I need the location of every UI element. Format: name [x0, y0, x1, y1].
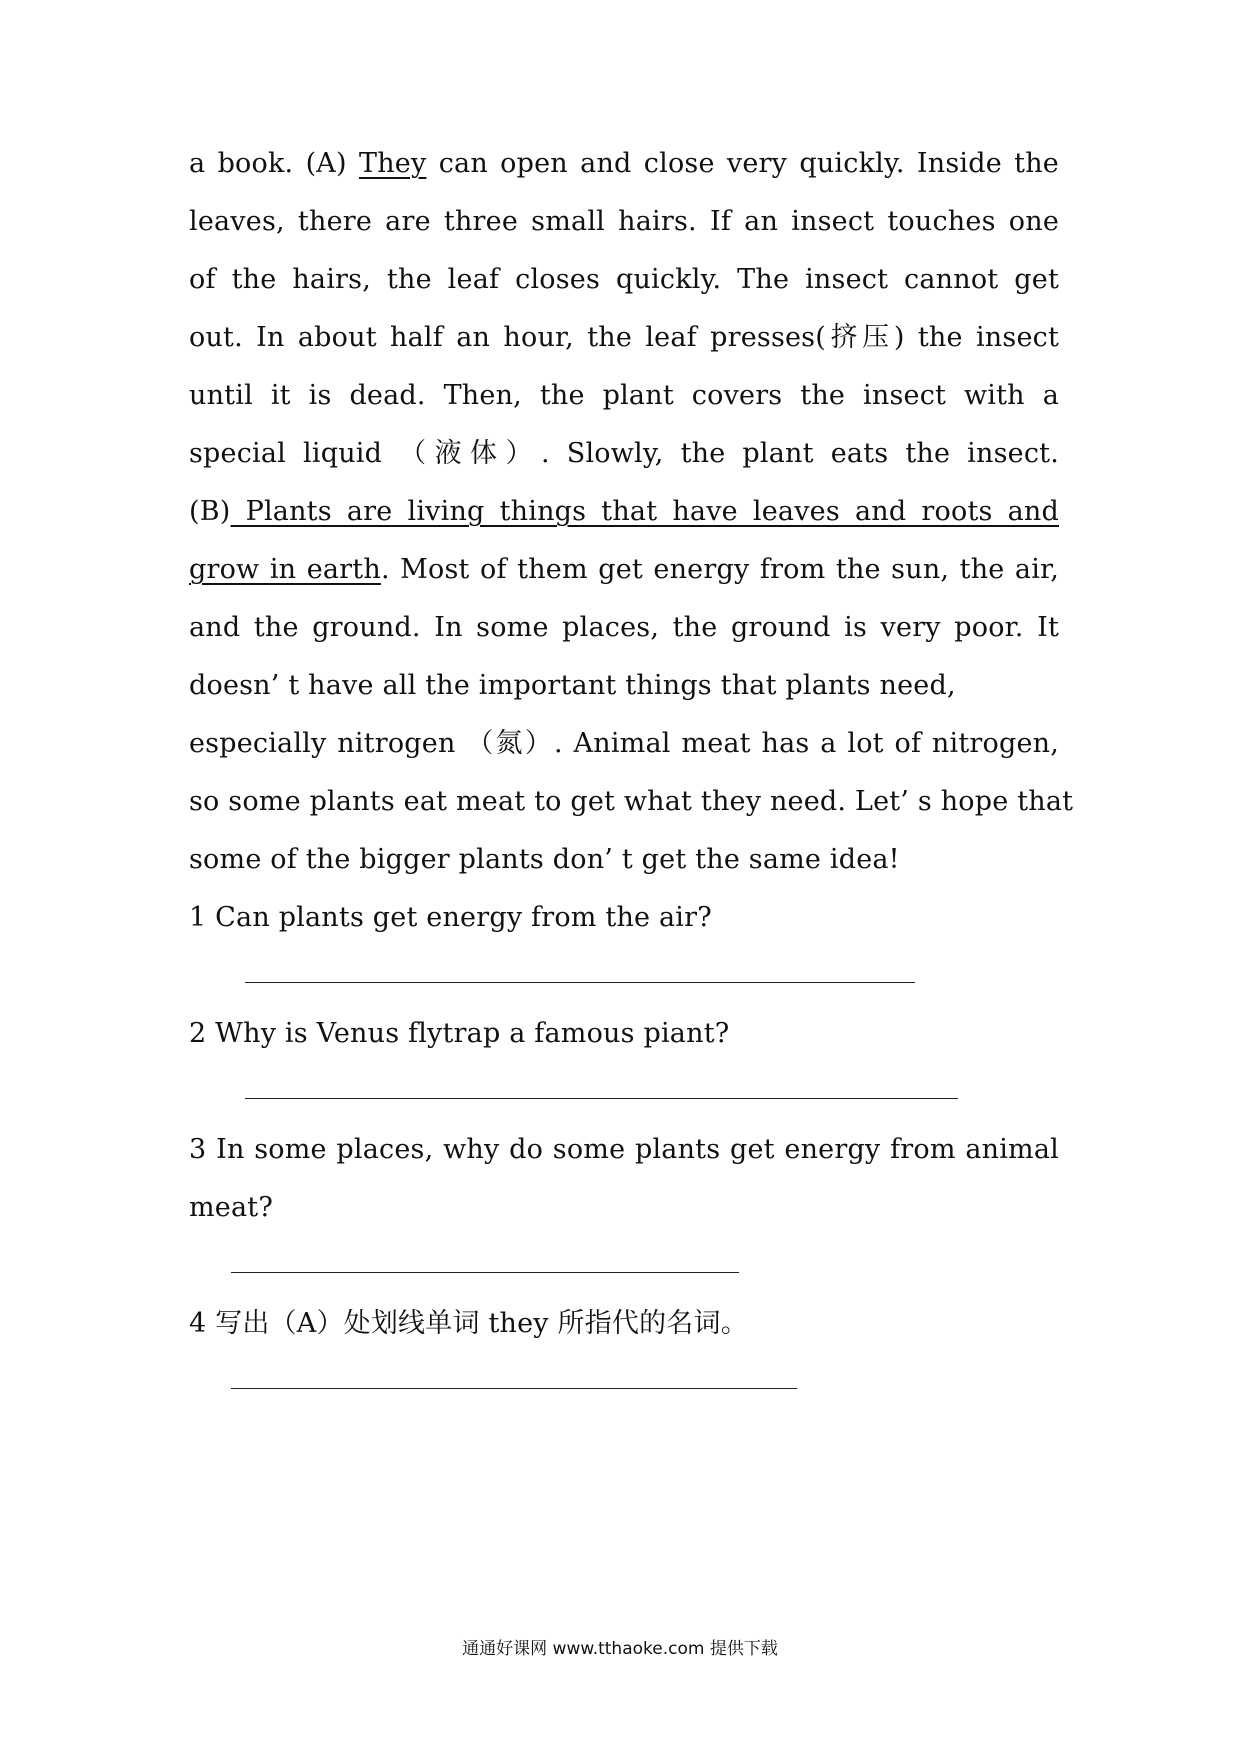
answer-blank-3[interactable]: [231, 1272, 739, 1273]
passage-line-8-post: . Most of them get energy from the sun, the air,: [380, 554, 1059, 585]
underlined-sentence-b-part2: grow in earth: [189, 554, 381, 585]
passage-line-10: doesn’ t have all the important things that plants need,: [189, 670, 956, 701]
answer-blank-4[interactable]: [231, 1388, 797, 1389]
underlined-word-they: They: [359, 148, 427, 179]
answer-blank-1[interactable]: [245, 982, 915, 983]
passage-line-1: [189, 144, 1059, 184]
passage-line-8: [189, 550, 1059, 590]
passage-line-12: so some plants eat meat to get what they need. Let’ s hope that: [189, 786, 1074, 817]
passage-line-13: some of the bigger plants don’ t get the same idea!: [189, 844, 900, 875]
passage-line-4: out. In about half an hour, the leaf presses(挤压) the insect: [189, 322, 1059, 353]
passage-line-9: and the ground. In some places, the ground is very poor. It: [189, 612, 1059, 643]
passage-line-7-pre: (B): [189, 496, 231, 527]
passage-line-1-post: can open and close very quickly. Inside the: [426, 148, 1059, 179]
question-3-line-2: meat?: [189, 1192, 274, 1223]
passage-line-3: of the hairs, the leaf closes quickly. The insect cannot get: [189, 264, 1059, 295]
passage-line-5: until it is dead. Then, the plant covers the insect with a: [189, 380, 1059, 411]
passage-line-2: leaves, there are three small hairs. If an insect touches one: [189, 206, 1059, 237]
passage-line-7: [189, 492, 1059, 532]
question-2: 2 Why is Venus flytrap a famous piant?: [189, 1018, 730, 1049]
passage-line-11: especially nitrogen （氮）. Animal meat has a lot of nitrogen,: [189, 728, 1059, 759]
passage-line-1-pre: a book. (A): [189, 148, 359, 179]
question-1: 1 Can plants get energy from the air?: [189, 902, 712, 933]
page-footer: 通通好课网 www.tthaoke.com 提供下载: [462, 1639, 778, 1659]
question-3-line-1: 3 In some places, why do some plants get energy from animal: [189, 1134, 1059, 1165]
passage-line-6: special liquid （液体）. Slowly, the plant eats the insect.: [189, 438, 1059, 469]
answer-blank-2[interactable]: [245, 1098, 958, 1099]
underlined-sentence-b-part1: Plants are living things that have leaves and roots and: [230, 496, 1059, 527]
question-4: 4 写出（A）处划线单词 they 所指代的名词。: [189, 1308, 748, 1339]
